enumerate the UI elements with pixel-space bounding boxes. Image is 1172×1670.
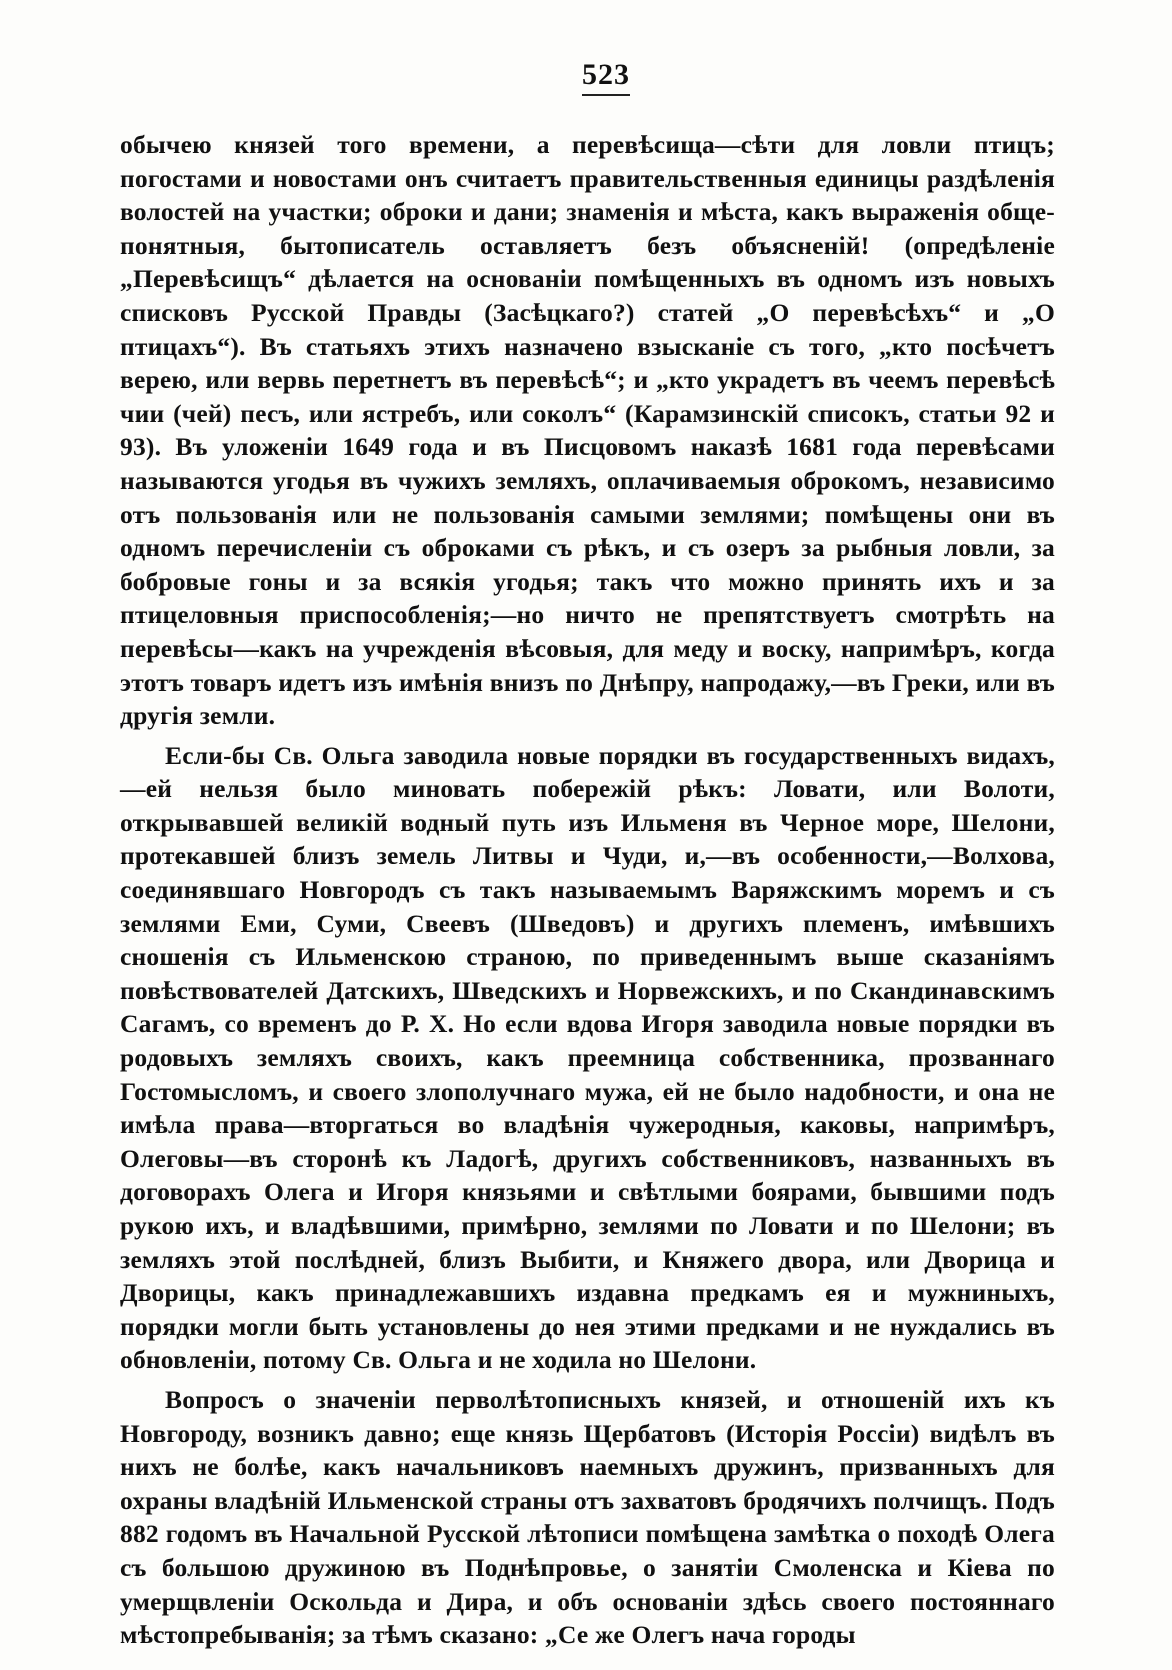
paragraph-1: обычею князей того времени, а перевѣсища—сѣти для ловли птицъ; погостами и новостами онъ считаетъ правительственныя единицы раздѣленія волостей на участки; оброки и дани; знаменія и мѣста, какъ выраженія обще-понятныя, бытописатель оставляетъ безъ объясненій! (опредѣленіе „Перевѣсищъ“ дѣлается на основаніи помѣщенныхъ въ одномъ изъ новыхъ списковъ Русской Правды (Засѣцкаго?) статей „О перевѣсѣхъ“ и „О птицахъ“). Въ статьяхъ этихъ назначено взысканіе съ того, „кто посѣчетъ верею, или вервь перетнетъ въ перевѣсѣ“; и „кто украдетъ въ чеемъ перевѣсѣ чии (чей) песъ, или ястребъ, или соколъ“ (Карамзинскій списокъ, статьи 92 и 93). Въ уложеніи 1649 года и въ Писцовомъ наказѣ 1681 года перевѣсами называются угодья въ чужихъ земляхъ, оплачиваемыя оброкомъ, независимо отъ пользованія или не пользованія самыми землями; помѣщены они въ одномъ перечисленіи съ оброками съ рѣкъ, и съ озеръ за рыбныя ловли, за бобровые гоны и за всякія угодья; такъ что можно принять ихъ и за птицеловныя приспособленія;—но ничто не препятствуетъ смотрѣть на перевѣсы—какъ на учрежденія вѣсовыя, для меду и воску, напримѣръ, когда этотъ товаръ идетъ изъ имѣнія внизъ по Днѣпру, напродажу,—въ Греки, или въ другія земли. (120, 130, 1055, 731)
paragraph-3: Вопросъ о значеніи перволѣтописныхъ князей, и отношеній ихъ къ Новгороду, возникъ давно; еще князь Щербатовъ (Исторія Россіи) видѣлъ въ нихъ не болѣе, какъ начальниковъ наемныхъ дружинъ, призванныхъ для охраны владѣній Ильменской страны отъ захватовъ бродячихъ полчищъ. Подъ 882 годомъ въ Начальной Русской лѣтописи помѣщена замѣтка о походѣ Олега съ большою дружиною въ Поднѣпровье, о занятіи Смоленска и Кіева по умерщвленіи Оскольда и Дира, и объ основаніи здѣсь своего постояннаго мѣстопребыванія; за тѣмъ сказано: „Се же Олегъ нача городы (120, 1384, 1055, 1650)
body-text (120, 128, 1055, 1652)
page-number (0, 58, 1172, 96)
page-number-label: 523 (582, 58, 630, 96)
paragraph-2: Если-бы Св. Ольга заводила новые порядки въ государственныхъ видахъ,—ей нельзя было миновать побережій рѣкъ: Ловати, или Волоти, открывавшей великій водный путь изъ Ильменя въ Черное море, Шелони, протекавшей близъ земель Литвы и Чуди, и,—въ особенности,—Волхова, соединявшаго Новгородъ съ такъ называемымъ Варяжскимъ моремъ и съ землями Еми, Суми, Свеевъ (Шведовъ) и другихъ племенъ, имѣвшихъ сношенія съ Ильменскою страною, по приведеннымъ выше сказаніямъ повѣствователей Датскихъ, Шведскихъ и Норвежскихъ, и по Скандинавскимъ Сагамъ, со временъ до Р. Х. Но если вдова Игоря заводила новые порядки въ родовыхъ земляхъ своихъ, какъ преемница собственника, прозваннаго Гостомысломъ, и своего злополучнаго мужа, ей не было надобности, и она не имѣла права—вторгаться во владѣнія чужеродныя, каковы, напримѣръ, Олеговы—въ сторонѣ къ Ладогѣ, другихъ собственниковъ, названныхъ въ договорахъ Олега и Игоря князьями и свѣтлыми боярами, бывшими подъ рукою ихъ, и владѣвшими, примѣрно, землями по Ловати и по Шелони; въ земляхъ этой послѣдней, близъ Выбити, и Княжего двора, или Дворица и Дворицы, какъ принадлежавшихъ издавна предкамъ ея и мужниныхъ, порядки могли быть установлены до нея этими предками и не нуждались въ обновленіи, потому Св. Ольга и не ходила но Шелони. (120, 740, 1055, 1375)
